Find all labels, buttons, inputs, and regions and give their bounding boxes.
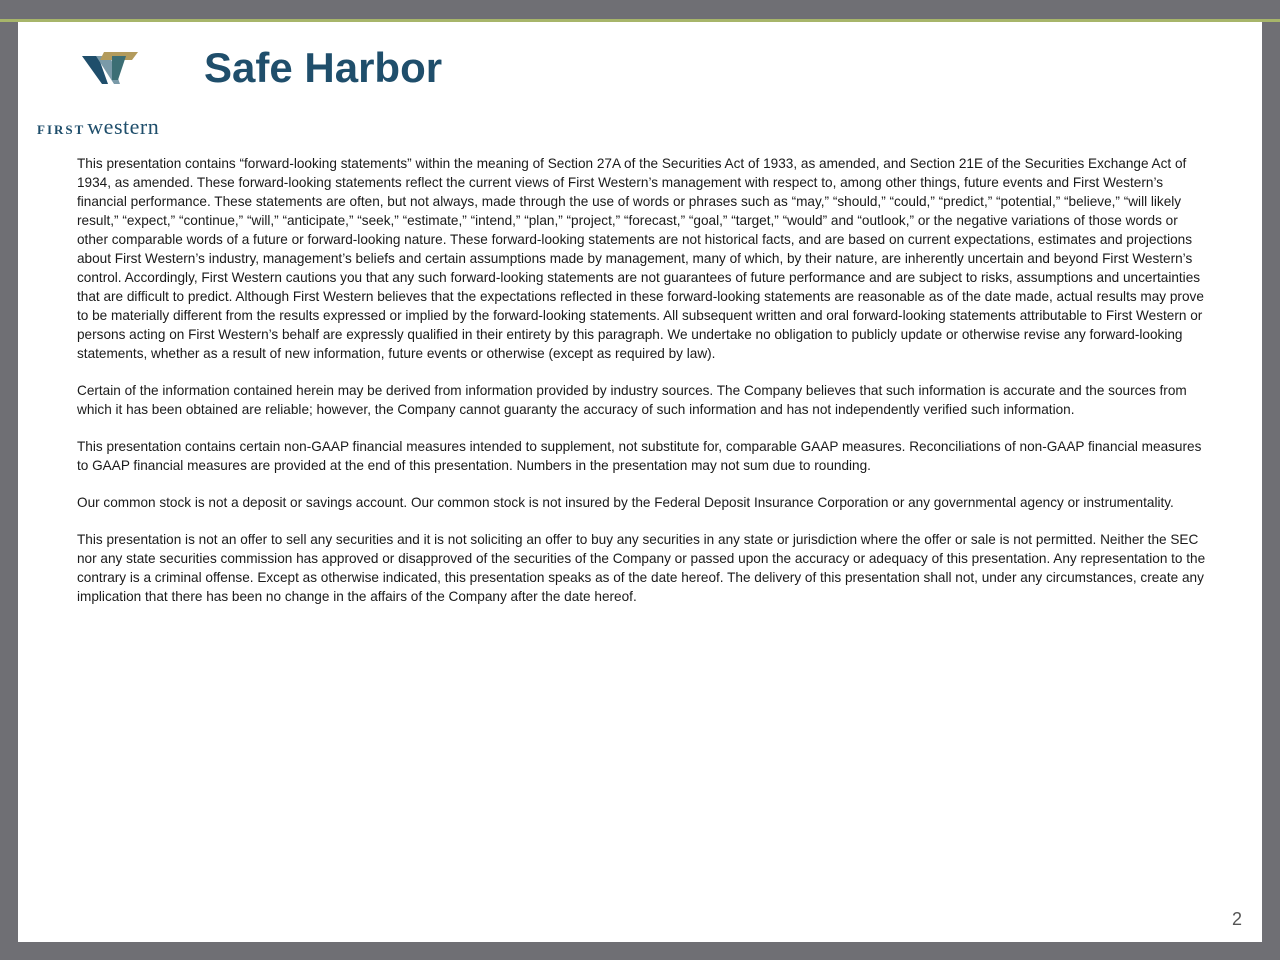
logo-first-text: FIRST: [37, 122, 86, 137]
paragraph-fdic: Our common stock is not a deposit or savings account. Our common stock is not insured by the Federal Deposit Insurance Corporation or any governmental agency or instrumentality.: [77, 495, 1174, 510]
slide: [18, 22, 1262, 942]
w-mark-icon: [82, 50, 140, 90]
company-logo: [37, 50, 187, 139]
page-number: 2: [1231, 909, 1242, 929]
paragraph-industry-sources: Certain of the information contained herein may be derived from information provided by industry sources. The Company believes that such information is accurate and the sources from which it has been obtained are reliable; however, the Company cannot guaranty the accuracy of such information and has not independently verified such information.: [77, 383, 1187, 417]
paragraph-offer: This presentation is not an offer to sell any securities and it is not soliciting an offer to buy any securities in any state or jurisdiction where the offer or sale is not permitted. Neither the SEC nor any state securities commission has approved or disapproved of the securities of the Company or passed upon the accuracy or adequacy of this presentation. Any representation to the contrary is a criminal offense. Except as otherwise indicated, this presentation speaks as of the date hereof. The delivery of this presentation shall not, under any circumstances, create any implication that there has been no change in the affairs of the Company after the date hereof.: [77, 532, 1206, 604]
disclaimer-body: [77, 154, 1207, 624]
paragraph-forward-looking: This presentation contains “forward-looking statements” within the meaning of Section 27A of the Securities Act of 1933, as amended, and Section 21E of the Securities Exchange Act of 1934, as amended. These forward-looking statements reflect the current views of First Western’s management with respect to, among other things, future events and First Western’s financial performance. These statements are often, but not always, made through the use of words or phrases such as “may,” “should,” “could,” “predict,” “potential,” “believe,” “will likely result,” “expect,” “continue,” “will,” “anticipate,” “seek,” “estimate,” “intend,” “plan,” “project,” “forecast,” “goal,” “target,” “would” and “outlook,” or the negative variations of those words or other comparable words of a future or forward-looking nature. These forward-looking statements are not historical facts, and are based on current expectations, estimates and projections about First Western’s industry, management’s beliefs and certain assumptions made by management, many of which, by their nature, are inherently uncertain and beyond First Western’s control. Accordingly, First Western cautions you that any such forward-looking statements are not guarantees of future performance and are subject to risks, assumptions and uncertainties that are difficult to predict. Although First Western believes that the expectations reflected in these forward-looking statements are reasonable as of the date made, actual results may prove to be materially different from the results expressed or implied by the forward-looking statements. All subsequent written and oral forward-looking statements attributable to First Western or persons acting on First Western’s behalf are expressly qualified in their entirety by this paragraph. We undertake no obligation to publicly update or otherwise revise any forward-looking statements, whether as a result of new information, future events or otherwise (except as required by law).: [77, 156, 1204, 361]
logo-western-text: western: [87, 114, 160, 139]
paragraph-non-gaap: This presentation contains certain non-GAAP financial measures intended to supplement, not substitute for, comparable GAAP measures. Reconciliations of non-GAAP financial measures to GAAP financial measures are provided at the end of this presentation. Numbers in the presentation may not sum due to rounding.: [77, 439, 1202, 473]
logo-wordmark: [37, 114, 159, 140]
page-title: Safe Harbor: [204, 44, 443, 91]
